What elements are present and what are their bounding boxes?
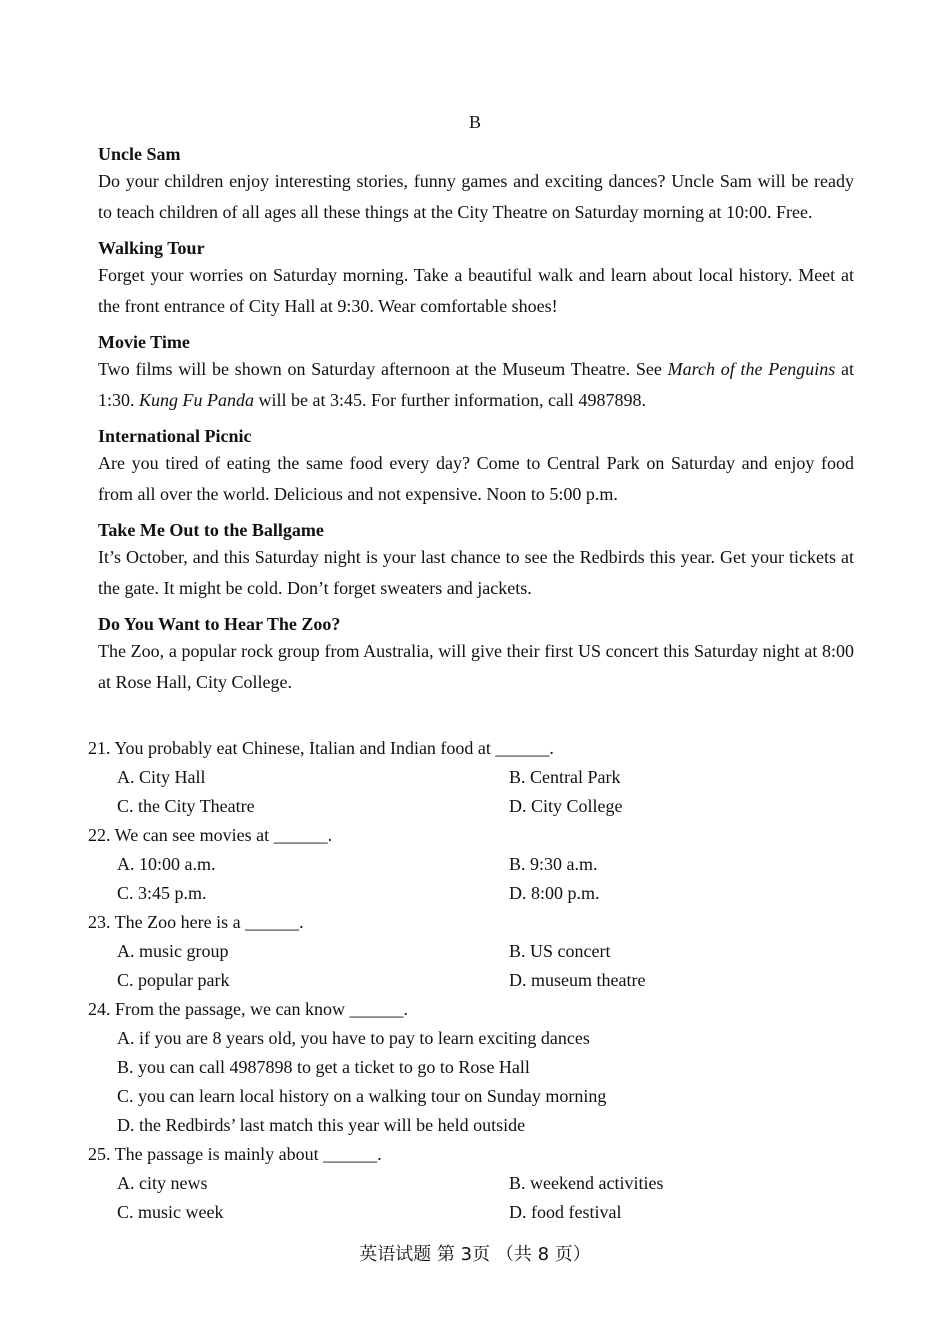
option-c: C. the City Theatre: [117, 796, 255, 816]
question-24: [88, 995, 868, 1140]
text-run: It’s October, and this Saturday night is your last chance to see the Redbirds this year. Get your tickets at the gate. It might be cold. Don’t forget sweaters and jackets.: [98, 547, 854, 598]
question-stem: 22. We can see movies at ______.: [88, 825, 333, 845]
option-b: B. you can call 4987898 to get a ticket to go to Rose Hall: [117, 1057, 530, 1077]
question-stem: 23. The Zoo here is a ______.: [88, 912, 304, 932]
option-c: C. music week: [117, 1202, 224, 1222]
question-21: [88, 734, 868, 821]
block-title: Take Me Out to the Ballgame: [98, 520, 324, 540]
option-a: A. city news: [117, 1173, 208, 1193]
option-a: A. 10:00 a.m.: [117, 854, 216, 874]
block-title: International Picnic: [98, 426, 252, 446]
text-run: The Zoo, a popular rock group from Australia, will give their first US concert this Saturday night at 8:00 at Rose Hall, City College.: [98, 641, 854, 692]
option-grid: [88, 937, 868, 995]
option-grid: [88, 763, 868, 821]
text-run: will be at 3:45. For further information, call 4987898.: [254, 390, 646, 410]
text-run: Two films will be shown on Saturday afternoon at the Museum Theatre. See: [98, 359, 668, 379]
question-23: [88, 908, 868, 995]
passage-block: [98, 330, 854, 416]
block-text: [98, 636, 854, 698]
block-text: [98, 260, 854, 322]
passage-block: [98, 424, 854, 510]
film-title: March of the Penguins: [667, 359, 836, 379]
passage-block: [98, 236, 854, 322]
block-title: Walking Tour: [98, 238, 205, 258]
option-a: A. music group: [117, 941, 229, 961]
block-text: [98, 542, 854, 604]
question-22: [88, 821, 868, 908]
block-title: Movie Time: [98, 332, 190, 352]
question-25: [88, 1140, 868, 1227]
block-title: Do You Want to Hear The Zoo?: [98, 614, 341, 634]
text-run: Do your children enjoy interesting stories, funny games and exciting dances? Uncle Sam will be ready to teach children of all ages all these things at the City Theatre on Saturday morning at 10:00. Free.: [98, 171, 854, 222]
block-text: [98, 448, 854, 510]
option-b: B. US concert: [509, 941, 611, 961]
option-grid: [88, 850, 868, 908]
block-title: Uncle Sam: [98, 144, 181, 164]
text-run: at 1:30.: [98, 359, 854, 410]
passage-block: [98, 142, 854, 228]
option-b: B. Central Park: [509, 767, 621, 787]
option-b: B. 9:30 a.m.: [509, 854, 598, 874]
question-stem: 21. You probably eat Chinese, Italian and Indian food at ______.: [88, 738, 554, 758]
option-grid: [88, 1169, 868, 1227]
passage: [98, 142, 854, 706]
question-list: [88, 734, 868, 1227]
passage-block: [98, 518, 854, 604]
question-stem: 25. The passage is mainly about ______.: [88, 1144, 382, 1164]
option-c: C. 3:45 p.m.: [117, 883, 207, 903]
option-c: C. you can learn local history on a walking tour on Sunday morning: [117, 1086, 607, 1106]
option-d: D. the Redbirds’ last match this year will be held outside: [117, 1115, 526, 1135]
option-b: B. weekend activities: [509, 1173, 664, 1193]
option-d: D. 8:00 p.m.: [509, 883, 600, 903]
option-list: [88, 1024, 868, 1140]
passage-block: [98, 612, 854, 698]
option-c: C. popular park: [117, 970, 230, 990]
block-text: [98, 166, 854, 228]
option-d: D. museum theatre: [509, 970, 646, 990]
question-stem: 24. From the passage, we can know ______.: [88, 999, 408, 1019]
film-title: Kung Fu Panda: [139, 390, 255, 410]
text-run: Are you tired of eating the same food every day? Come to Central Park on Saturday and enjoy food from all over the world. Delicious and not expensive. Noon to 5:00 p.m.: [98, 453, 854, 504]
text-run: Forget your worries on Saturday morning. Take a beautiful walk and learn about local history. Meet at the front entrance of City Hall at 9:30. Wear comfortable shoes!: [98, 265, 854, 316]
option-d: D. food festival: [509, 1202, 622, 1222]
option-d: D. City College: [509, 796, 623, 816]
section-letter: B: [468, 112, 481, 132]
option-a: A. City Hall: [117, 767, 206, 787]
option-a: A. if you are 8 years old, you have to pay to learn exciting dances: [117, 1028, 590, 1048]
page-footer: 英语试题 第 3页 （共 8 页）: [359, 1244, 591, 1265]
block-text: [98, 354, 854, 416]
